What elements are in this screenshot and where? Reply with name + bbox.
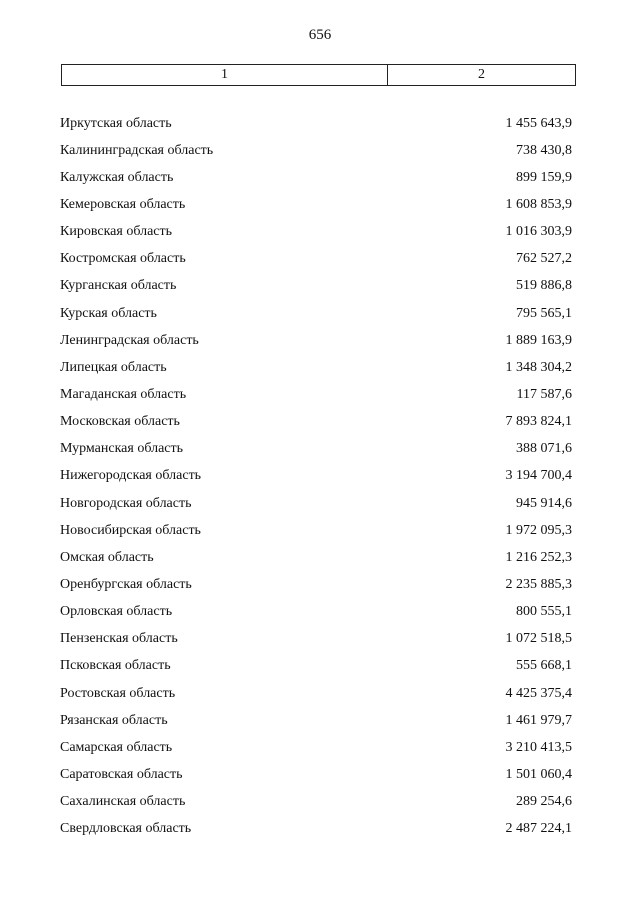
table-row	[60, 571, 572, 598]
region-value: 1 072 518,5	[505, 631, 572, 647]
region-name: Калининградская область	[60, 142, 214, 158]
region-value: 1 972 095,3	[505, 522, 572, 538]
region-value: 945 914,6	[516, 495, 572, 511]
table-row	[60, 436, 572, 463]
region-name: Иркутская область	[60, 115, 172, 131]
table-row	[60, 734, 572, 761]
region-name: Липецкая область	[60, 359, 167, 375]
region-value: 1 889 163,9	[505, 332, 572, 348]
region-value: 1 608 853,9	[505, 196, 572, 212]
region-value: 289 254,6	[516, 794, 572, 810]
table-row	[60, 816, 572, 843]
table-row	[60, 517, 572, 544]
column-header-table	[61, 64, 576, 86]
region-name: Орловская область	[60, 604, 173, 620]
region-name: Свердловская область	[60, 821, 192, 837]
data-table-body	[60, 110, 572, 843]
region-name: Пензенская область	[60, 631, 178, 647]
region-value: 899 159,9	[516, 169, 572, 185]
region-name: Курская область	[60, 305, 157, 321]
region-value: 2 487 224,1	[505, 821, 572, 837]
table-row	[60, 300, 572, 327]
table-row	[60, 653, 572, 680]
region-name: Саратовская область	[60, 766, 183, 782]
page-number: 656	[308, 27, 332, 43]
region-value: 1 455 643,9	[505, 115, 572, 131]
region-name: Рязанская область	[60, 712, 168, 728]
region-name: Костромская область	[60, 251, 186, 267]
region-name: Ленинградская область	[60, 332, 199, 348]
table-row	[60, 707, 572, 734]
region-value: 738 430,8	[516, 142, 572, 158]
region-name: Омская область	[60, 549, 154, 565]
table-row	[60, 354, 572, 381]
table-row	[60, 599, 572, 626]
region-value: 388 071,6	[516, 441, 572, 457]
region-value: 1 016 303,9	[505, 224, 572, 240]
table-row	[60, 191, 572, 218]
table-row	[60, 490, 572, 517]
region-name: Московская область	[60, 414, 180, 430]
table-row	[60, 164, 572, 191]
region-name: Магаданская область	[60, 386, 187, 402]
region-value: 4 425 375,4	[505, 685, 572, 701]
table-row	[60, 789, 572, 816]
region-name: Новосибирская область	[60, 522, 201, 538]
region-value: 7 893 824,1	[505, 414, 572, 430]
region-value: 1 501 060,4	[505, 766, 572, 782]
table-row	[60, 110, 572, 137]
table-row	[60, 327, 572, 354]
table-row	[60, 137, 572, 164]
table-row	[60, 463, 572, 490]
region-name: Псковская область	[60, 658, 171, 674]
region-name: Кировская область	[60, 224, 173, 240]
region-value: 762 527,2	[516, 251, 572, 267]
region-name: Ростовская область	[60, 685, 176, 701]
table-row	[60, 544, 572, 571]
region-value: 519 886,8	[516, 278, 572, 294]
region-value: 800 555,1	[516, 604, 572, 620]
table-row	[60, 626, 572, 653]
table-row	[60, 409, 572, 436]
table-row	[60, 680, 572, 707]
region-value: 555 668,1	[516, 658, 572, 674]
region-name: Оренбургская область	[60, 576, 192, 592]
region-value: 795 565,1	[516, 305, 572, 321]
region-value: 1 216 252,3	[505, 549, 572, 565]
region-name: Самарская область	[60, 739, 173, 755]
region-name: Сахалинская область	[60, 794, 186, 810]
region-name: Калужская область	[60, 169, 174, 185]
column-header-1: 1	[62, 65, 388, 85]
table-row	[60, 219, 572, 246]
region-value: 1 461 979,7	[505, 712, 572, 728]
region-value: 3 194 700,4	[505, 468, 572, 484]
region-name: Мурманская область	[60, 441, 184, 457]
region-name: Нижегородская область	[60, 468, 202, 484]
region-value: 2 235 885,3	[505, 576, 572, 592]
region-name: Кемеровская область	[60, 196, 186, 212]
region-value: 117 587,6	[516, 386, 572, 402]
table-row	[60, 381, 572, 408]
region-name: Курганская область	[60, 278, 177, 294]
table-row	[60, 246, 572, 273]
table-row	[60, 273, 572, 300]
table-row	[60, 761, 572, 788]
column-header-2: 2	[478, 67, 485, 82]
region-name: Новгородская область	[60, 495, 192, 511]
region-value: 3 210 413,5	[505, 739, 572, 755]
region-value: 1 348 304,2	[505, 359, 572, 375]
